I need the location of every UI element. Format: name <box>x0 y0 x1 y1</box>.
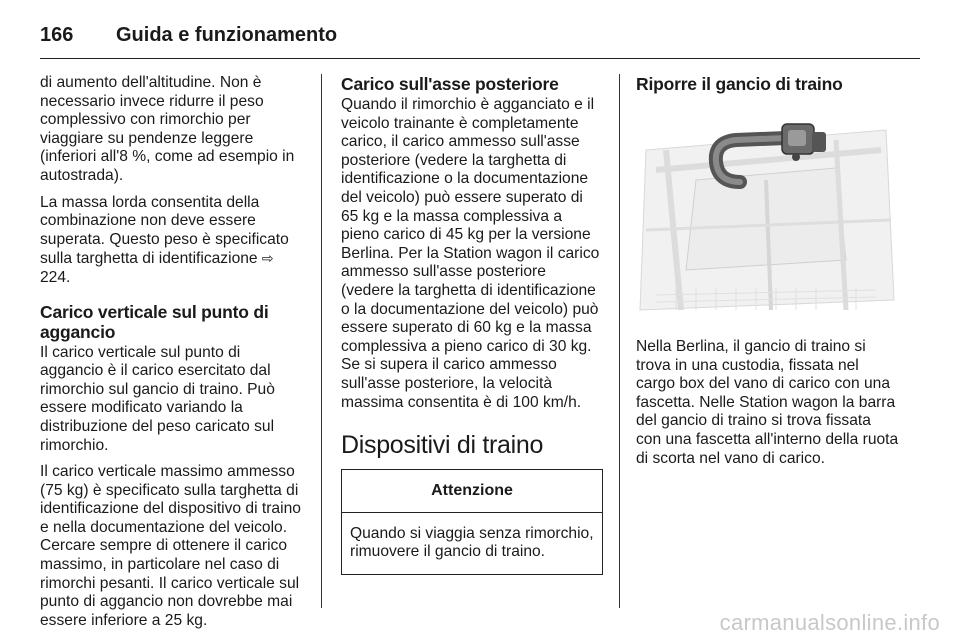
chapter-title: Guida e funzionamento <box>116 23 338 46</box>
paragraph: di aumento dell'altitudine. Non è necessario invece ridurre il peso complessivo con rimorchio per viaggiare su pendenze leggere (inferiori all'8 %, come ad esempio in autostrada). <box>40 74 295 184</box>
chapter-section-heading: Dispositivi di traino <box>341 431 544 460</box>
paragraph-text: La massa lorda consentita della combinazione non deve essere superata. Questo peso è specificato sulla targhetta di identificazione <box>40 193 289 268</box>
section-heading: Carico verticale sul punto di aggancio <box>40 301 269 342</box>
page-reference-arrow-icon[interactable]: ⇨ <box>261 250 274 267</box>
page-reference[interactable]: 224. <box>40 268 71 286</box>
paragraph: Quando il rimorchio è agganciato e il veicolo trainante è completamente carico, il carico ammesso sull'asse posteriore (vedere la targhetta di identificazione o la documentazione del veicolo) può essere superato di 65 kg e la massa complessiva a pieno carico di 45 kg per la versione Berlina. Per la Station wagon il carico ammesso sull'asse posteriore (vedere la targhetta di identificazione o la documentazione del veicolo) può essere superato di 60 kg e la massa complessiva a pieno carico di 30 kg. Se si supera il carico ammesso sull'asse posteriore, la velocità massima consentita è di 100 km/h. <box>341 96 600 411</box>
column-divider <box>321 74 322 608</box>
paragraph: Il carico verticale sul punto di aggancio è il carico esercitato dal rimorchio sul gancio di traino. Può essere modificato variando la distribuzione del peso caricato sul rimorchio. <box>40 343 275 454</box>
column-2 <box>341 74 603 575</box>
paragraph <box>40 194 302 288</box>
towbar-illustration-icon <box>636 110 898 320</box>
paragraph: Il carico verticale massimo ammesso (75 kg) è specificato sulla targhetta di identificazione del dispositivo di traino e nella documentazione del veicolo. Cercare sempre di ottenere il carico massimo, in particolare nel caso di rimorchi pesanti. Il carico verticale sul punto di aggancio non dovrebbe mai essere inferiore a 25 kg. <box>40 463 301 629</box>
paragraph: Nella Berlina, il gancio di traino si trova in una custodia, fissata nel cargo box del vano di carico con una fascetta. Nelle Station wagon la barra del gancio di traino si trova fissata con una fascetta all'interno della ruota di scorta nel vano di carico. <box>636 338 899 467</box>
warning-title: Attenzione <box>342 470 602 513</box>
towbar-stowed-illustration <box>636 110 898 320</box>
page-header <box>40 12 920 59</box>
column-divider <box>619 74 620 608</box>
section-heading: Carico sull'asse posteriore <box>341 74 559 94</box>
column-1 <box>40 74 302 638</box>
watermark: carmanualsonline.info <box>719 610 940 635</box>
warning-box <box>341 469 603 575</box>
page-number: 166 <box>40 23 74 46</box>
section-heading: Riporre il gancio di traino <box>636 74 843 94</box>
warning-text: Quando si viaggia senza rimorchio, rimuovere il gancio di traino. <box>350 524 594 561</box>
column-3 <box>636 74 900 476</box>
